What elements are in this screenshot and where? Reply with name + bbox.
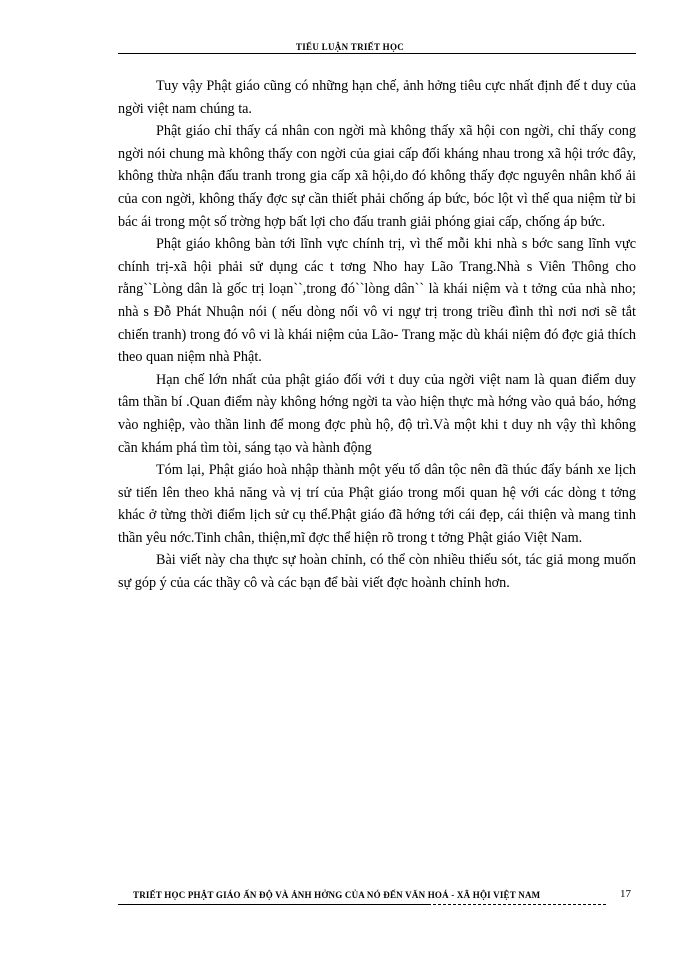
header-divider xyxy=(118,53,636,54)
document-body xyxy=(118,75,636,595)
paragraph-closing-note: Bài viết này cha thực sự hoàn chỉnh, có thể còn nhiều thiếu sót, tác giả mong muốn sự góp ý của các thầy cô và các bạn để bài viết đợc hoành chỉnh hơn. xyxy=(118,552,636,592)
paragraph-limitations-intro: Tuy vậy Phật giáo cũng có những hạn chế, ảnh hởng tiêu cực nhất định đế t duy của ngời việt nam chúng ta. xyxy=(118,78,636,117)
footer-divider-dashed xyxy=(428,904,606,905)
paragraph-politics: Phật giáo không bàn tới lĩnh vực chính trị, vì thế mỗi khi nhà s bớc sang lĩnh vực chính trị-xã hội phải sử dụng các t tơng Nho hay Lão Trang.Nhà s Viên Thông cho rằng``Lòng dân là gốc trị loạn``,trong đó``lòng dân`` là khái niệm và t tởng của nhà nho; nhà s Đỗ Phát Nhuận nói ( nếu dòng nối vô vi ngự trị trong triều đình thì nơi nơi sẽ tắt chiến tranh) trong đó vô vi là khái niệm của Lão- Trang mặc dù khái niệm đó đợc giả thích theo quan niệm nhà Phật. xyxy=(118,236,636,366)
footer-title: TRIẾT HỌC PHẬT GIÁO ẤN ĐỘ VÀ ẢNH HỞNG CỦA NÓ ĐẾN VĂN HOÁ - XÃ HỘI VIỆT NAM xyxy=(133,890,541,900)
paragraph-conclusion: Tóm lại, Phật giáo hoà nhập thành một yếu tố dân tộc nên đã thúc đẩy bánh xe lịch sử tiến lên theo khả năng và vị trí của Phật giáo trong mối quan hệ với các dòng t tởng khác ở từng thời điểm lịch sử cụ thể.Phật giáo đã hớng tới cái đẹp, cái thiện và mang tinh thần yêu nớc.Tinh chân, thiện,mĩ đợc thể hiện rõ trong t tởng Phật giáo Việt Nam. xyxy=(118,462,636,546)
paragraph-individual-vs-society: Phật giáo chỉ thấy cá nhân con ngời mà không thấy xã hội con ngời, chỉ thấy cong ngời nói chung mà không thấy con ngời của giai cấp đối kháng nhau trong xã hội trớc đây, không thừa nhận đấu tranh trong gia cấp xã hội,do đó không thấy đợc nguyên nhân khổ ải của con ngời, không thấy đợc sự cần thiết phải chống áp bức, bóc lột vì thế qua niệm từ bi bác ái trong một số trờng hợp bất lợi cho đấu tranh giải phóng giai cấp, chống áp bức. xyxy=(118,123,636,230)
footer-divider xyxy=(118,904,428,905)
page-number: 17 xyxy=(620,888,631,900)
paragraph-idealism: Hạn chế lớn nhất của phật giáo đối với t duy của ngời việt nam là quan điểm duy tâm thần bí .Quan điểm này không hớng ngời ta vào hiện thực mà hớng vào quả báo, hớng vào nghiệp, vào thần linh để mong đợc phù hộ, độ trì.Và một khi t duy nh vậy thì không cần khám phá tìm tòi, sáng tạo và hành động xyxy=(118,371,636,456)
header-title: TIỂU LUẬN TRIẾT HỌC xyxy=(295,42,405,52)
